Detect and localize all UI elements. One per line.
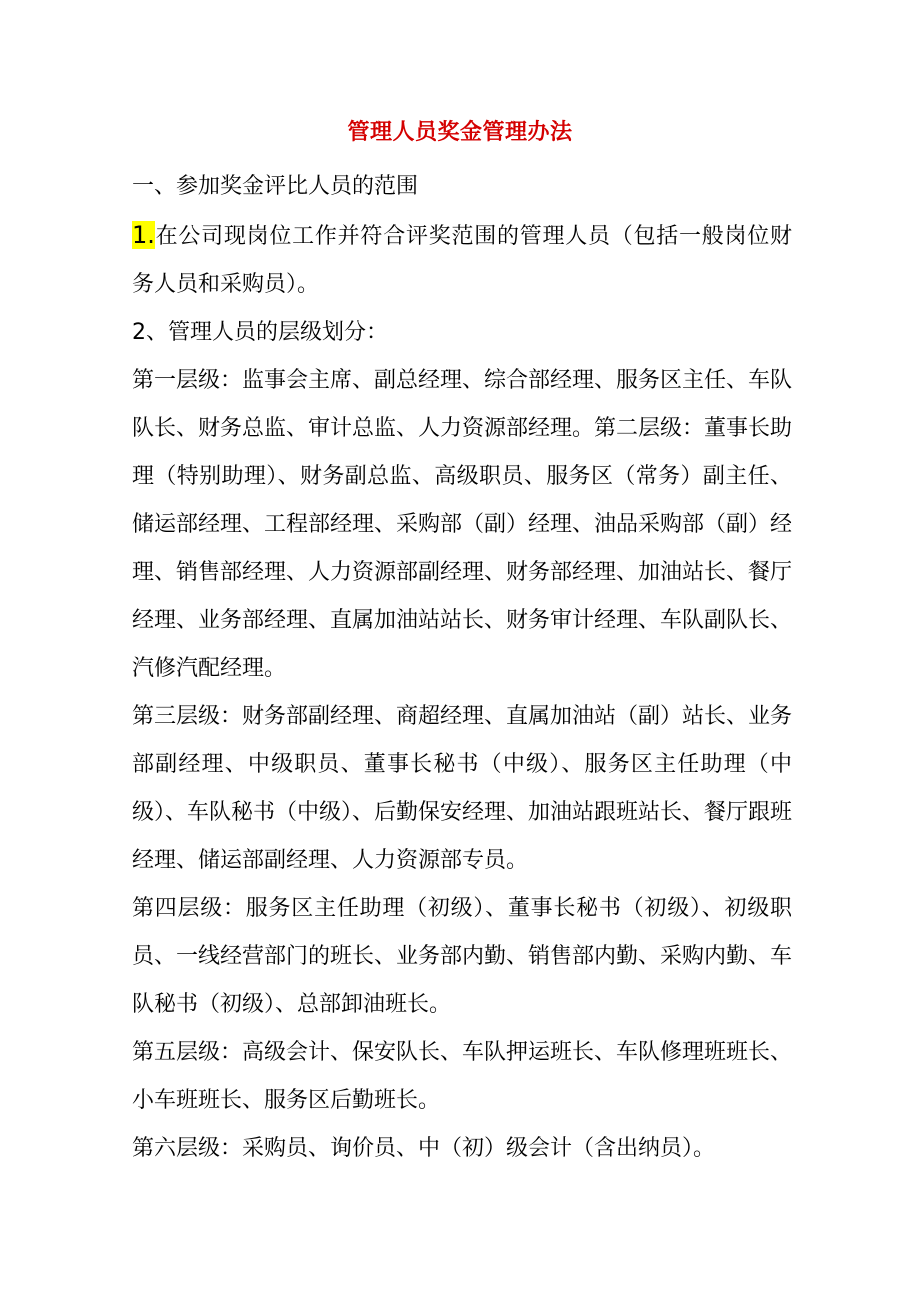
section-1-heading: 一、参加奖金评比人员的范围	[132, 174, 419, 199]
section-2-heading: 2、管理人员的层级划分：	[132, 320, 388, 345]
item-1-text: 在公司现岗位工作并符合评奖范围的管理人员（包括一般岗位财务人员和采购员）。	[132, 224, 792, 297]
document-body	[132, 163, 792, 1173]
tier-1-2-paragraph: 第一层级：监事会主席、副总经理、综合部经理、服务区主任、车队队长、财务总监、审计总监、人力资源部经理。第二层级：董事长助理（特别助理）、财务副总监、高级职员、服务区（常务）副主任、储运部经理、工程部经理、采购部（副）经理、油品采购部（副）经理、销售部经理、人力资源部副经理、财务部经理、加油站长、餐厅经理、业务部经理、直属加油站站长、财务审计经理、车队副队长、汽修汽配经理。	[132, 368, 793, 681]
tier-5-paragraph: 第五层级：高级会计、保安队长、车队押运班长、车队修理班班长、小车班班长、服务区后勤班长。	[132, 1040, 793, 1113]
tier-4-paragraph: 第四层级：服务区主任助理（初级）、董事长秘书（初级）、初级职员、一线经营部门的班长、业务部内勤、销售部内勤、采购内勤、车队秘书（初级）、总部卸油班长。	[132, 896, 793, 1017]
tier-3-paragraph: 第三层级：财务部副经理、商超经理、直属加油站（副）站长、业务部副经理、中级职员、董事长秘书（中级）、服务区主任助理（中级）、车队秘书（中级）、后勤保安经理、加油站跟班站长、餐厅跟班经理、储运部副经理、人力资源部专员。	[132, 704, 793, 873]
item-1-paragraph	[132, 211, 792, 309]
document-title: 管理人员奖金管理办法	[347, 120, 573, 145]
item-1-number-highlight: 1.	[132, 221, 155, 249]
tier-6-paragraph: 第六层级：采购员、询价员、中（初）级会计（含出纳员）。	[132, 1136, 716, 1161]
